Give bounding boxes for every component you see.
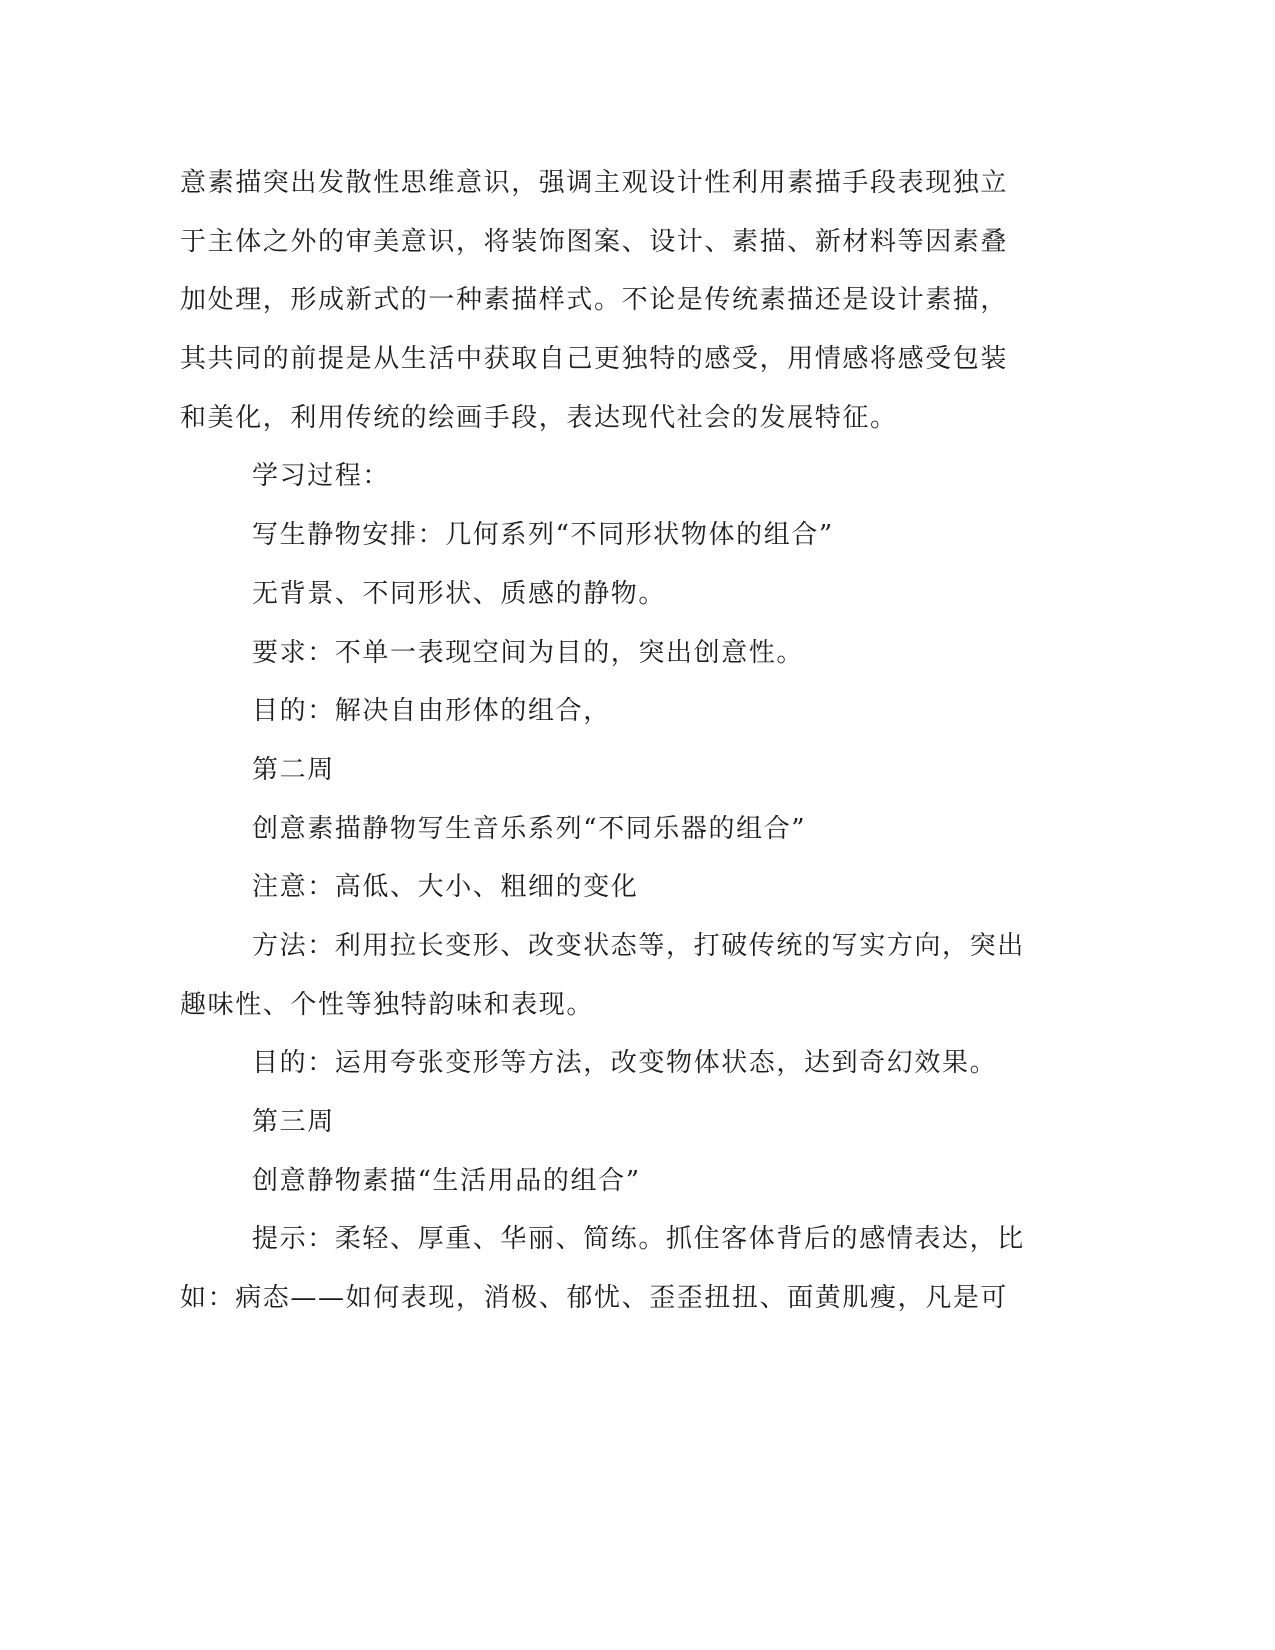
- text-line: 方法：利用拉长变形、改变状态等，打破传统的写实方向，突出: [252, 930, 1025, 961]
- text-line: 目的：解决自由形体的组合，: [252, 696, 611, 727]
- text-line: 其共同的前提是从生活中获取自己更独特的感受，用情感将感受包装: [180, 344, 1009, 375]
- paragraph-intro-continuation: [180, 154, 1075, 447]
- text-line: 注意：高低、大小、粗细的变化: [252, 872, 639, 903]
- text-line: 提示：柔轻、厚重、华丽、简练。抓住客体背后的感情表达，比: [252, 1224, 1025, 1255]
- heading-week-three: [180, 1093, 1075, 1152]
- paragraph-method: [180, 917, 1075, 1034]
- paragraph-daily-items: [180, 1152, 1075, 1211]
- text-line: 加处理，形成新式的一种素描样式。不论是传统素描还是设计素描，: [180, 285, 1009, 316]
- paragraph-requirements: [180, 624, 1075, 683]
- paragraph-music-series: [180, 800, 1075, 859]
- paragraph-purpose-2: [180, 1034, 1075, 1093]
- text-line: 学习过程：: [252, 461, 391, 492]
- paragraph-attention: [180, 858, 1075, 917]
- text-line: 趣味性、个性等独特韵味和表现。: [180, 989, 595, 1020]
- text-line: 意素描突出发散性思维意识，强调主观设计性利用素描手段表现独立: [180, 168, 1009, 198]
- text-line: 目的：运用夸张变形等方法，改变物体状态，达到奇幻效果。: [252, 1048, 998, 1079]
- text-line: 如：病态——如何表现，消极、郁忧、歪歪扭扭、面黄肌瘦，凡是可: [180, 1283, 1009, 1314]
- paragraph-hints: [180, 1210, 1075, 1327]
- text-line: 第二周: [252, 754, 335, 785]
- text-line: 和美化，利用传统的绘画手段，表达现代社会的发展特征。: [180, 402, 898, 433]
- text-line: 创意素描静物写生音乐系列“不同乐器的组合”: [252, 813, 807, 844]
- heading-week-two: [180, 741, 1075, 800]
- text-line: 要求：不单一表现空间为目的，突出创意性。: [252, 637, 805, 668]
- text-line: 无背景、不同形状、质感的静物。: [252, 578, 667, 609]
- text-line: 于主体之外的审美意识，将装饰图案、设计、素描、新材料等因素叠: [180, 226, 1009, 257]
- heading-learning-process: [180, 447, 1075, 506]
- text-line: 创意静物素描“生活用品的组合”: [252, 1165, 641, 1196]
- text-line: 第三周: [252, 1107, 335, 1137]
- text-line: 写生静物安排：几何系列“不同形状物体的组合”: [252, 520, 834, 551]
- paragraph-purpose-1: [180, 682, 1075, 741]
- paragraph-no-background: [180, 565, 1075, 624]
- paragraph-still-life-arrangement: [180, 506, 1075, 565]
